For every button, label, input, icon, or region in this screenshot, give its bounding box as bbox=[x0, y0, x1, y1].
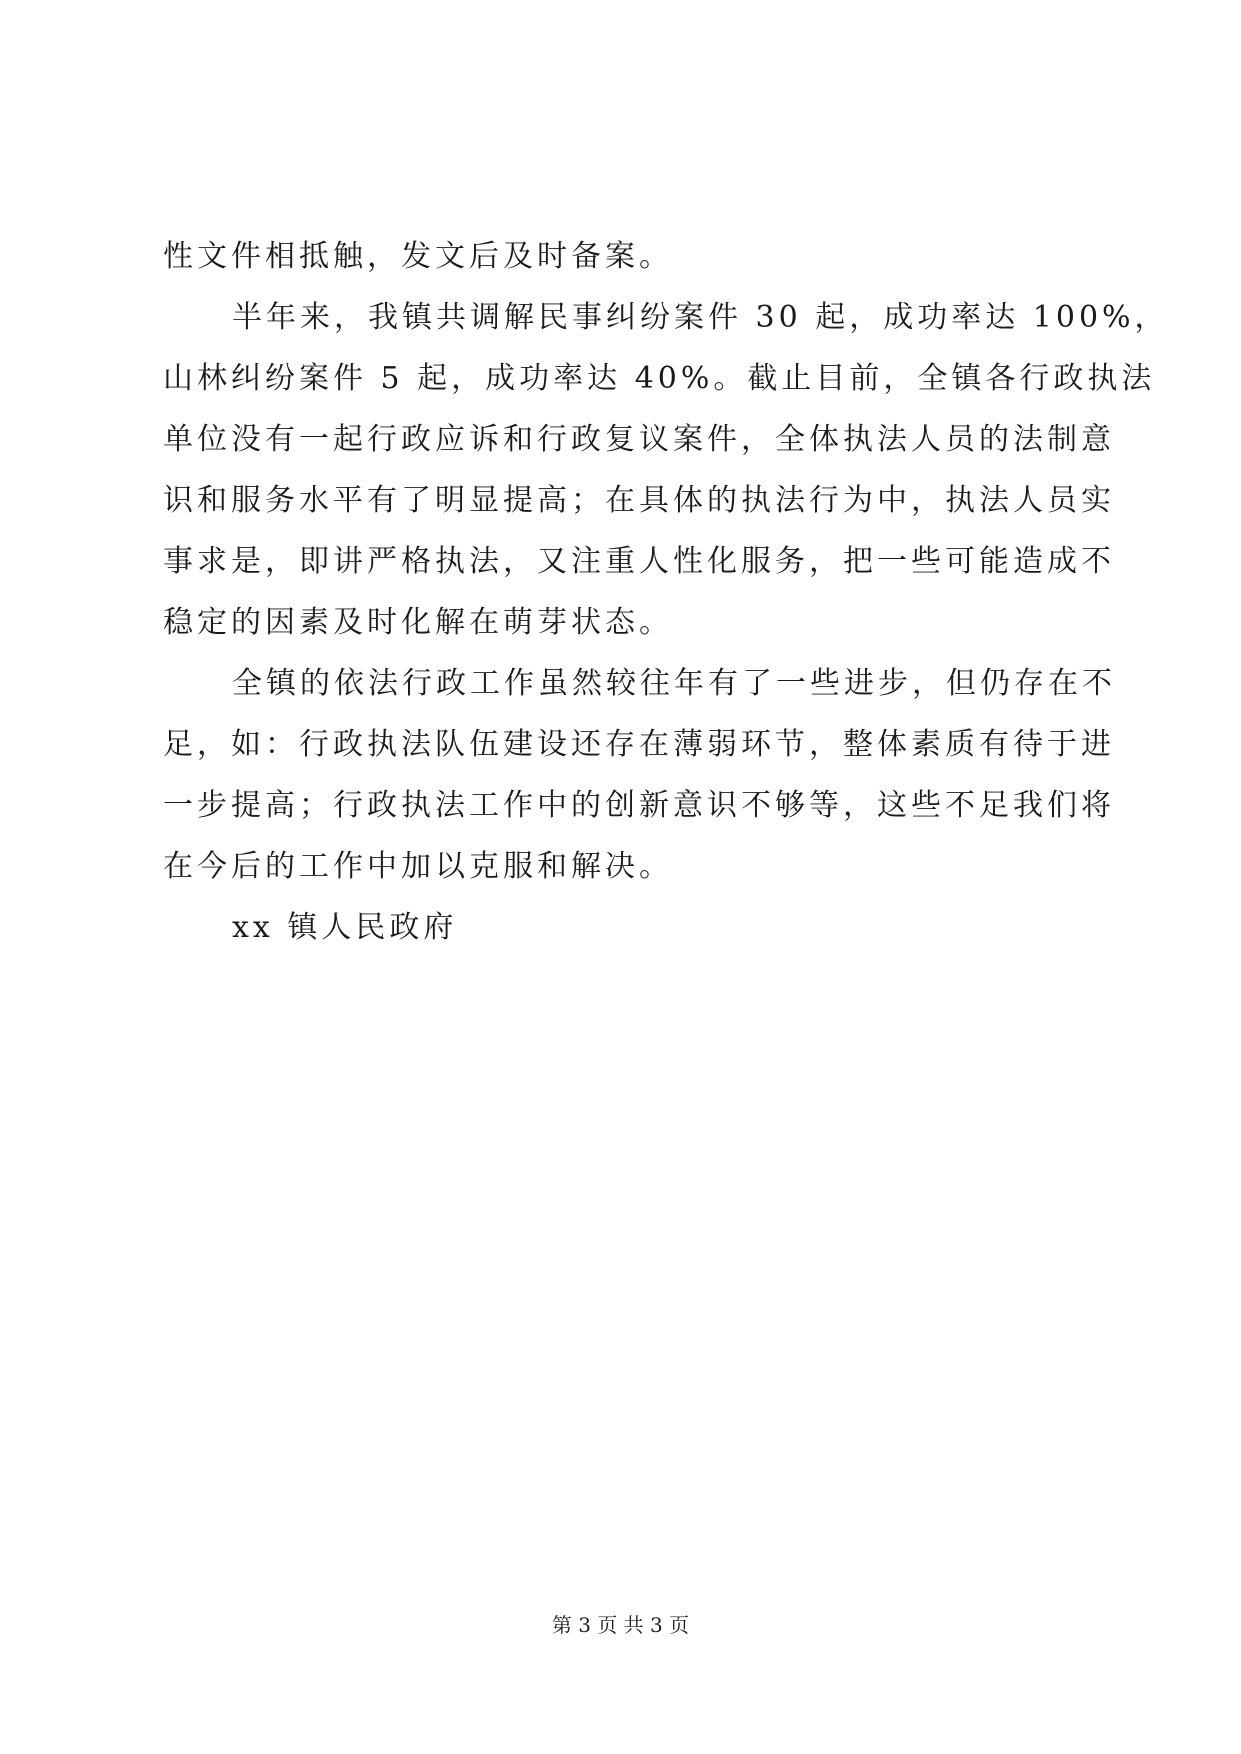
text-line: 稳定的因素及时化解在萌芽状态。 bbox=[163, 605, 673, 640]
text-line: 识和服务水平有了明显提高；在具体的执法行为中，执法人员实 bbox=[163, 483, 1115, 518]
paragraph-start-line: 全镇的依法行政工作虽然较往年有了一些进步，但仍存在不 bbox=[232, 666, 1116, 701]
page-number-footer: 第 3 页 共 3 页 bbox=[551, 1613, 690, 1637]
text-line: 事求是，即讲严格执法，又注重人性化服务，把一些可能造成不 bbox=[163, 544, 1115, 579]
text-line: 一步提高；行政执法工作中的创新意识不够等，这些不足我们将 bbox=[163, 788, 1115, 823]
text-line: 足，如：行政执法队伍建设还存在薄弱环节，整体素质有待于进 bbox=[163, 727, 1115, 762]
text-line: 山林纠纷案件 5 起，成功率达 40%。截止目前，全镇各行政执法 bbox=[163, 361, 1156, 396]
text-line: 在今后的工作中加以克服和解决。 bbox=[163, 849, 673, 884]
text-line: 性文件相抵触，发文后及时备案。 bbox=[163, 239, 673, 274]
signature-line: xx 镇人民政府 bbox=[232, 910, 458, 945]
paragraph-start-line: 半年来，我镇共调解民事纠纷案件 30 起，成功率达 100%， bbox=[232, 300, 1169, 335]
text-line: 单位没有一起行政应诉和行政复议案件，全体执法人员的法制意 bbox=[163, 422, 1115, 457]
